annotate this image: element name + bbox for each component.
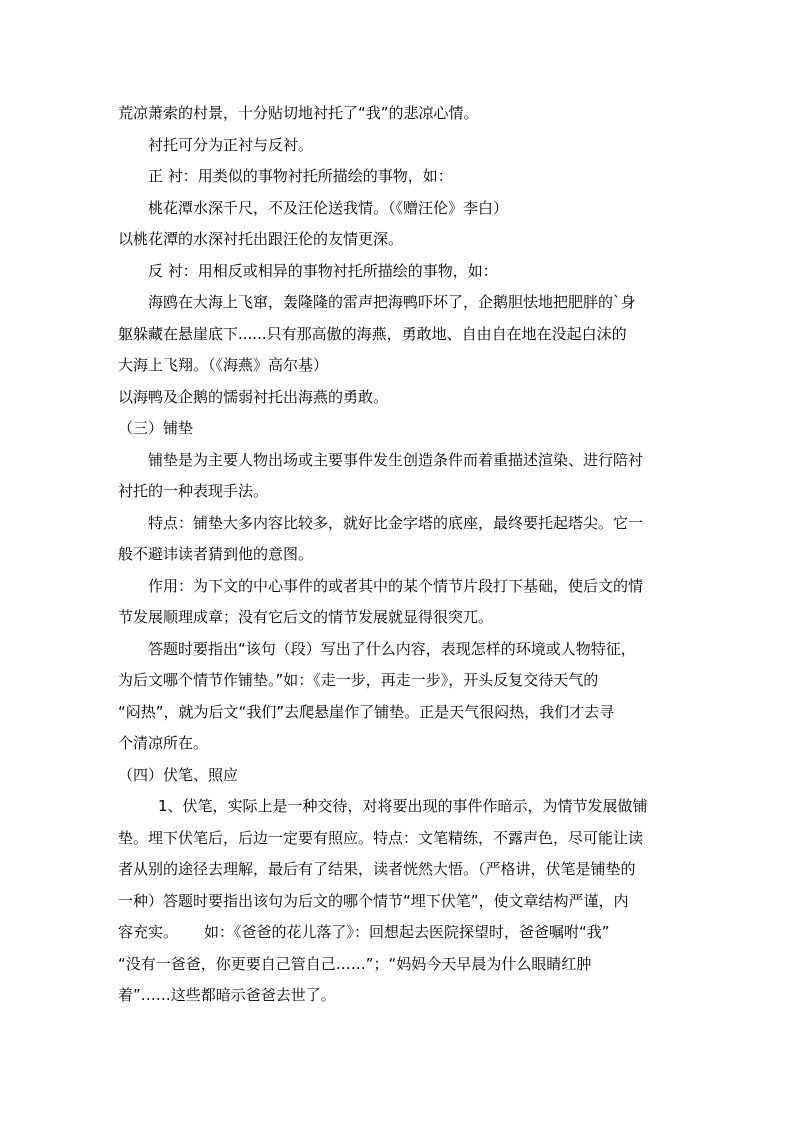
text-line: 铺垫是为主要人物出场或主要事件发生创造条件而着重描述渲染、进行陪衬 xyxy=(148,450,644,469)
text-line: 1、伏笔，实际上是一种交待，对将要出现的事件作暗示，为情节发展做铺 xyxy=(158,797,648,815)
text-line: 桃花潭水深千尺，不及汪伦送我情。（《赠汪伦》李白） xyxy=(148,198,509,217)
text-line: “没有一爸爸，你更要自己管自己……”；“妈妈今天早晨为什么眼睛红肿 xyxy=(118,954,592,973)
text-line: 以桃花潭的水深衬托出跟汪伦的友情更深。 xyxy=(118,230,404,248)
text-line: “闷热”，就为后文“我们”去爬悬崖作了铺垫。正是天气很闷热，我们才去寻 xyxy=(118,702,615,721)
text-line: 衬托的一种表现手法。 xyxy=(118,482,269,500)
text-line: 衬托可分为正衬与反衬。 xyxy=(148,135,314,154)
text-line: 个清凉所在。 xyxy=(118,734,209,752)
text-line: 着”……这些都暗示爸爸去世了。 xyxy=(118,986,336,1004)
text-line: 般不避讳读者猜到他的意图。 xyxy=(118,545,314,563)
text-line: 为后文哪个情节作铺垫。”如：《走一步，再走一步》，开头反复交待天气的 xyxy=(118,671,599,689)
text-line: 以海鸭及企鹅的懦弱衬托出海燕的勇敢。 xyxy=(118,387,389,406)
text-line: 正 衬：用类似的事物衬托所描绘的事物，如： xyxy=(148,167,453,185)
text-segment: 容充实。 xyxy=(118,923,179,941)
text-line: 反 衬：用相反或相异的事物衬托所描绘的事物，如： xyxy=(148,261,498,280)
section-heading: （四）伏笔、照应 xyxy=(118,765,239,784)
text-line: 荒凉萧索的村景，十分贴切地衬托了“我”的悲凉心情。 xyxy=(118,104,479,122)
text-line: 答题时要指出“该句（段）写出了什么内容，表现怎样的环境或人物特征， xyxy=(148,639,636,658)
text-line: 一种）答题时要指出该句为后文的哪个情节“埋下伏笔”，使文章结构严谨，内 xyxy=(118,891,629,910)
text-line: 作用：为下文的中心事件的或者其中的某个情节片段打下基础，使后文的情 xyxy=(148,576,644,595)
text-line: 海鸥在大海上飞窜，轰隆隆的雷声把海鸭吓坏了，企鹅胆怯地把肥胖的`身 xyxy=(148,293,636,311)
text-line: 大海上飞翔。（《海燕》高尔基） xyxy=(118,356,329,374)
text-segment: 如：《爸爸的花儿落了》：回想起去医院探望时，爸爸嘱咐“我” xyxy=(204,923,610,941)
document-body xyxy=(118,98,684,1012)
text-line: 者从别的途径去理解，最后有了结果，读者恍然大悟。（严格讲，伏笔是铺垫的 xyxy=(118,860,636,878)
text-line: 躯躲藏在悬崖底下......只有那高傲的海燕，勇敢地、自由自在地在没起白沫的 xyxy=(118,324,627,343)
text-line: 节发展顺理成章；没有它后文的情节发展就显得很突兀。 xyxy=(118,608,494,626)
text-line-with-example xyxy=(118,917,684,949)
text-line: 垫。埋下伏笔后，后边一定要有照应。特点：文笔精练，不露声色，尽可能让读 xyxy=(118,828,644,847)
section-heading: （三）铺垫 xyxy=(118,419,194,437)
text-line: 特点：铺垫大多内容比较多，就好比金字塔的底座，最终要托起塔尖。它一 xyxy=(148,513,644,532)
